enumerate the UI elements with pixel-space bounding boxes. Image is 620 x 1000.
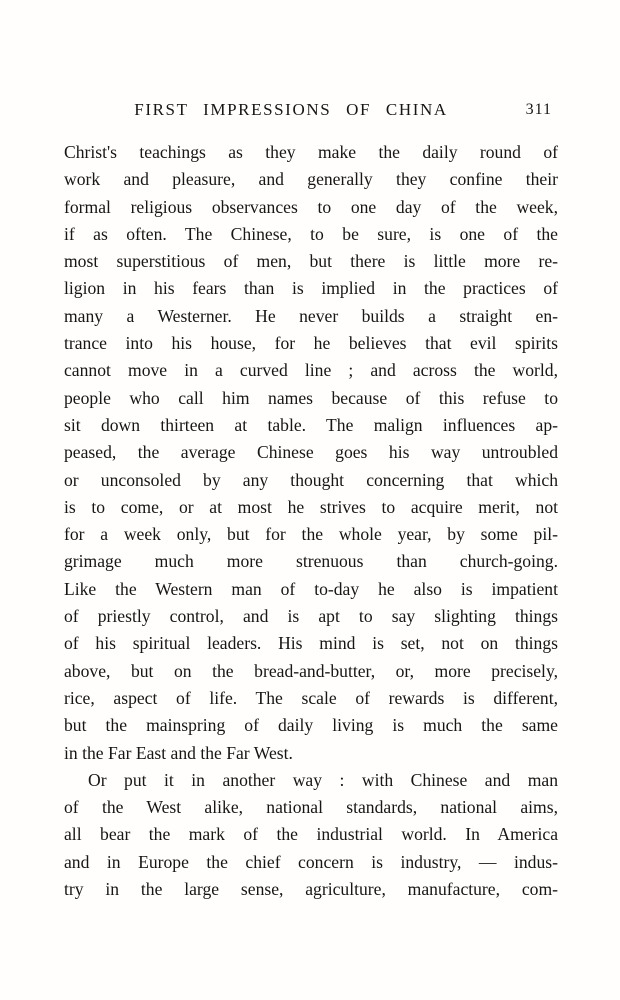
text-line: for a week only, but for the whole year, by some pil-: [64, 524, 558, 545]
text-line: trance into his house, for he believes that evil spirits: [64, 333, 558, 354]
text-line: of the West alike, national standards, national aims,: [64, 797, 558, 818]
text-line: in the Far East and the Far West.: [64, 742, 293, 763]
text-line: most superstitious of men, but there is little more re-: [64, 251, 558, 272]
paragraph: [64, 139, 558, 767]
text-line: grimage much more strenuous than church-going.: [64, 551, 558, 572]
text-line: of his spiritual leaders. His mind is set, not on things: [64, 633, 558, 654]
text-line: try in the large sense, agriculture, manufacture, com-: [64, 879, 558, 900]
body-text: [64, 139, 558, 903]
text-line: people who call him names because of this refuse to: [64, 387, 558, 408]
text-line: rice, aspect of life. The scale of rewards is different,: [64, 687, 558, 708]
text-line: above, but on the bread-and-butter, or, more precisely,: [64, 660, 558, 681]
text-line: or unconsoled by any thought concerning that which: [64, 469, 558, 490]
text-line: is to come, or at most he strives to acquire merit, not: [64, 496, 558, 517]
text-line: and in Europe the chief concern is industry, — indus-: [64, 851, 558, 872]
text-line: peased, the average Chinese goes his way untroubled: [64, 442, 558, 463]
text-line: formal religious observances to one day of the week,: [64, 196, 558, 217]
text-line: cannot move in a curved line ; and across the world,: [64, 360, 558, 381]
text-line: work and pleasure, and generally they confine their: [64, 169, 558, 190]
text-line: all bear the mark of the industrial world. In America: [64, 824, 558, 845]
running-head: [64, 100, 558, 130]
text-line: Christ's teachings as they make the daily round of: [64, 142, 558, 162]
page-number: 311: [525, 101, 552, 118]
text-line: Like the Western man of to-day he also is impatient: [64, 578, 558, 599]
text-line: sit down thirteen at table. The malign influences ap-: [64, 414, 558, 435]
text-line: ligion in his fears than is implied in the practices of: [64, 278, 558, 299]
text-column: [64, 100, 558, 903]
text-line: if as often. The Chinese, to be sure, is one of the: [64, 223, 558, 244]
paragraph: [64, 767, 558, 903]
text-line: of priestly control, and is apt to say slighting things: [64, 606, 558, 627]
text-line: but the mainspring of daily living is much the same: [64, 715, 558, 736]
page-header-title: FIRST IMPRESSIONS OF CHINA: [134, 100, 448, 119]
text-line: Or put it in another way : with Chinese and man: [88, 769, 558, 790]
text-line: many a Westerner. He never builds a straight en-: [64, 305, 558, 326]
